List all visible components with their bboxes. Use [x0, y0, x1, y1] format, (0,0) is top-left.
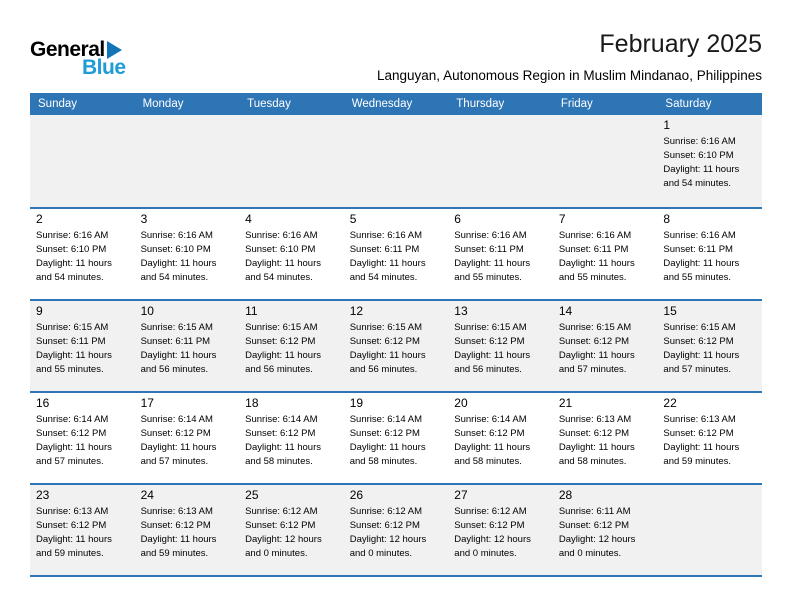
day-info-line: Sunset: 6:12 PM	[245, 335, 316, 347]
day-info	[663, 413, 760, 469]
day-info-line: Sunset: 6:11 PM	[663, 243, 733, 255]
day-cell-18	[239, 393, 344, 483]
day-number: 21	[558, 395, 573, 410]
day-info-line: and 55 minutes.	[558, 271, 627, 283]
day-info-line: and 58 minutes.	[349, 455, 418, 467]
day-info-line: Daylight: 11 hours	[558, 257, 635, 269]
day-info-line: Sunrise: 6:11 AM	[558, 505, 631, 517]
day-number: 20	[454, 395, 468, 410]
day-cell-empty	[657, 485, 762, 575]
day-cell-10	[135, 301, 240, 391]
day-number: 7	[558, 211, 566, 226]
week-row-4	[30, 391, 762, 483]
day-info	[559, 321, 656, 377]
day-info-line: Sunset: 6:12 PM	[454, 519, 525, 531]
day-info-line: and 58 minutes.	[245, 455, 313, 467]
day-info	[245, 321, 342, 377]
day-info	[350, 505, 447, 561]
day-info	[663, 135, 760, 191]
weekday-tuesday: Tuesday	[247, 97, 291, 110]
day-info	[559, 505, 656, 561]
day-info-line: and 54 minutes.	[663, 177, 732, 189]
day-info-line: Sunset: 6:12 PM	[36, 519, 107, 531]
day-info-line: Daylight: 11 hours	[140, 349, 217, 361]
day-cell-empty	[135, 115, 240, 207]
day-cell-7	[553, 209, 658, 299]
day-info-line: Sunrise: 6:15 AM	[140, 321, 213, 333]
weekday-wednesday: Wednesday	[351, 97, 413, 110]
day-info	[141, 229, 238, 285]
day-info-line: Sunrise: 6:16 AM	[245, 229, 318, 241]
day-cell-22	[657, 393, 762, 483]
day-info	[36, 413, 133, 469]
day-info-line: Sunrise: 6:13 AM	[558, 413, 632, 425]
day-number: 26	[349, 487, 364, 502]
day-number: 3	[140, 211, 148, 226]
day-info-line: and 55 minutes.	[36, 363, 104, 375]
day-info-line: and 59 minutes.	[140, 547, 209, 559]
day-number: 24	[140, 487, 154, 502]
day-info-line: Sunset: 6:10 PM	[245, 243, 316, 255]
day-info-line: Sunset: 6:12 PM	[245, 427, 316, 439]
day-info-line: Daylight: 11 hours	[663, 163, 740, 175]
day-cell-11	[239, 301, 344, 391]
day-info-line: Daylight: 11 hours	[36, 349, 112, 361]
day-info-line: Daylight: 11 hours	[36, 441, 112, 453]
day-info	[245, 413, 342, 469]
day-info-line: Sunrise: 6:15 AM	[454, 321, 527, 333]
day-info	[350, 413, 447, 469]
day-info-line: Sunset: 6:12 PM	[558, 335, 630, 347]
day-cell-6	[448, 209, 553, 299]
day-info-line: Sunrise: 6:15 AM	[245, 321, 318, 333]
day-info-line: Sunrise: 6:14 AM	[349, 413, 423, 425]
day-number: 9	[36, 303, 43, 318]
day-cell-28	[553, 485, 658, 575]
day-info-line: Sunset: 6:10 PM	[663, 149, 734, 161]
week-row-2	[30, 207, 762, 299]
day-info-line: Sunset: 6:12 PM	[140, 519, 211, 531]
day-number: 8	[663, 211, 671, 226]
day-cell-9	[30, 301, 135, 391]
day-cell-empty	[448, 115, 553, 207]
day-info-line: Sunset: 6:12 PM	[140, 427, 211, 439]
day-info-line: and 59 minutes.	[36, 547, 104, 559]
day-number: 27	[454, 487, 468, 502]
day-info	[245, 505, 342, 561]
day-cell-21	[553, 393, 658, 483]
day-cell-empty	[344, 115, 449, 207]
day-info-line: Daylight: 11 hours	[663, 441, 740, 453]
day-info-line: and 55 minutes.	[663, 271, 732, 283]
day-number: 1	[663, 117, 671, 132]
day-info-line: Daylight: 11 hours	[349, 441, 426, 453]
day-info-line: Daylight: 11 hours	[140, 441, 217, 453]
day-cell-27	[448, 485, 553, 575]
day-info-line: Sunset: 6:10 PM	[140, 243, 211, 255]
week-row-3	[30, 299, 762, 391]
day-info-line: Daylight: 11 hours	[454, 441, 531, 453]
day-info	[454, 321, 551, 377]
day-cell-26	[344, 485, 449, 575]
day-info-line: Sunset: 6:12 PM	[454, 427, 525, 439]
weekday-saturday: Saturday	[665, 97, 712, 110]
day-info-line: Sunset: 6:11 PM	[558, 243, 629, 255]
day-number: 12	[349, 303, 364, 318]
day-info-line: Sunrise: 6:16 AM	[558, 229, 632, 241]
day-info-line: and 58 minutes.	[558, 455, 627, 467]
day-info-line: Daylight: 11 hours	[140, 533, 217, 545]
day-info-line: Daylight: 12 hours	[454, 533, 531, 545]
day-info-line: Sunrise: 6:14 AM	[36, 413, 109, 425]
day-info	[245, 229, 342, 285]
day-number: 17	[140, 395, 154, 410]
day-info-line: Sunset: 6:11 PM	[36, 335, 106, 347]
day-info-line: Daylight: 11 hours	[349, 257, 426, 269]
day-info-line: and 56 minutes.	[140, 363, 209, 375]
day-info-line: Daylight: 11 hours	[245, 257, 322, 269]
day-info-line: Daylight: 12 hours	[558, 533, 636, 545]
day-number: 4	[245, 211, 252, 226]
day-info-line: Daylight: 12 hours	[349, 533, 427, 545]
day-info-line: Sunrise: 6:15 AM	[36, 321, 109, 333]
day-info-line: and 57 minutes.	[558, 363, 627, 375]
day-info	[663, 229, 760, 285]
day-info-line: Sunset: 6:12 PM	[349, 427, 420, 439]
day-info-line: Sunrise: 6:12 AM	[245, 505, 318, 517]
day-info-line: and 0 minutes.	[349, 547, 413, 559]
day-number: 11	[245, 303, 258, 318]
day-info-line: Daylight: 11 hours	[454, 257, 531, 269]
day-info-line: and 57 minutes.	[36, 455, 104, 467]
day-cell-14	[553, 301, 658, 391]
day-number: 16	[36, 395, 50, 410]
day-info	[36, 505, 133, 561]
day-cell-empty	[30, 115, 135, 207]
page-header	[0, 0, 792, 83]
day-info-line: Sunset: 6:12 PM	[349, 335, 420, 347]
day-cell-empty	[239, 115, 344, 207]
day-info-line: Sunset: 6:12 PM	[36, 427, 107, 439]
day-info-line: Sunset: 6:11 PM	[140, 335, 211, 347]
day-number: 6	[454, 211, 461, 226]
logo-text-general: General	[30, 38, 105, 61]
day-info-line: Daylight: 11 hours	[558, 441, 635, 453]
day-info	[663, 321, 760, 377]
day-info-line: Sunrise: 6:16 AM	[454, 229, 527, 241]
weekday-thursday: Thursday	[456, 97, 505, 110]
day-info	[454, 229, 551, 285]
week-row-5	[30, 483, 762, 575]
day-info-line: Sunrise: 6:15 AM	[349, 321, 423, 333]
day-cell-16	[30, 393, 135, 483]
day-number: 10	[140, 303, 154, 318]
day-info	[350, 321, 447, 377]
day-info-line: Daylight: 11 hours	[245, 349, 322, 361]
day-number: 23	[36, 487, 50, 502]
day-info	[454, 413, 551, 469]
day-info-line: Sunset: 6:12 PM	[558, 519, 630, 531]
day-info-line: Sunset: 6:12 PM	[245, 519, 316, 531]
day-number: 28	[558, 487, 573, 502]
day-info-line: Sunrise: 6:12 AM	[349, 505, 423, 517]
day-cell-4	[239, 209, 344, 299]
day-info-line: and 0 minutes.	[558, 547, 622, 559]
day-info-line: Sunset: 6:10 PM	[36, 243, 107, 255]
weekday-monday: Monday	[142, 97, 184, 110]
day-info-line: Daylight: 11 hours	[663, 257, 740, 269]
day-number: 22	[663, 395, 677, 410]
weekday-friday: Friday	[560, 97, 593, 110]
day-info-line: and 56 minutes.	[349, 363, 418, 375]
day-info-line: Daylight: 11 hours	[349, 349, 426, 361]
day-info-line: and 54 minutes.	[140, 271, 209, 283]
day-info-line: Sunrise: 6:16 AM	[663, 229, 736, 241]
day-info-line: Sunrise: 6:16 AM	[36, 229, 109, 241]
day-info-line: and 56 minutes.	[245, 363, 313, 375]
day-number: 18	[245, 395, 259, 410]
day-info-line: Daylight: 11 hours	[454, 349, 531, 361]
day-info-line: and 0 minutes.	[245, 547, 308, 559]
day-info-line: Sunrise: 6:13 AM	[140, 505, 213, 517]
day-info-line: Sunrise: 6:13 AM	[663, 413, 736, 425]
day-info-line: and 54 minutes.	[36, 271, 104, 283]
month-title: February 2025	[599, 30, 762, 58]
weekday-sunday: Sunday	[38, 97, 78, 110]
day-info-line: Sunrise: 6:12 AM	[454, 505, 527, 517]
day-cell-15	[657, 301, 762, 391]
day-number: 13	[454, 303, 468, 318]
day-cell-19	[344, 393, 449, 483]
day-info-line: Sunset: 6:11 PM	[349, 243, 420, 255]
day-info-line: Daylight: 11 hours	[140, 257, 217, 269]
week-row-1	[30, 115, 762, 207]
day-info-line: Sunrise: 6:14 AM	[140, 413, 213, 425]
weekday-header-row	[30, 93, 762, 115]
day-info	[36, 229, 133, 285]
day-info	[559, 229, 656, 285]
day-info-line: Daylight: 11 hours	[558, 349, 635, 361]
title-block	[377, 30, 762, 83]
day-info	[141, 413, 238, 469]
day-number: 14	[558, 303, 573, 318]
day-info	[350, 229, 447, 285]
day-cell-12	[344, 301, 449, 391]
general-blue-logo	[30, 30, 160, 80]
day-cell-2	[30, 209, 135, 299]
day-cell-24	[135, 485, 240, 575]
day-info-line: Sunset: 6:12 PM	[663, 335, 734, 347]
day-info	[559, 413, 656, 469]
day-info-line: Sunrise: 6:14 AM	[245, 413, 318, 425]
day-info-line: and 0 minutes.	[454, 547, 517, 559]
day-number: 15	[663, 303, 677, 318]
day-info-line: Sunrise: 6:16 AM	[663, 135, 736, 147]
day-info-line: and 55 minutes.	[454, 271, 522, 283]
day-cell-5	[344, 209, 449, 299]
day-info-line: Sunrise: 6:14 AM	[454, 413, 527, 425]
day-info	[454, 505, 551, 561]
day-info	[36, 321, 133, 377]
day-number: 2	[36, 211, 43, 226]
day-cell-empty	[553, 115, 658, 207]
day-info-line: Sunset: 6:11 PM	[454, 243, 524, 255]
day-info-line: Sunrise: 6:15 AM	[558, 321, 632, 333]
day-info-line: Sunset: 6:12 PM	[663, 427, 734, 439]
day-cell-8	[657, 209, 762, 299]
day-info-line: Sunrise: 6:15 AM	[663, 321, 736, 333]
day-info-line: Sunset: 6:12 PM	[454, 335, 525, 347]
day-info-line: Daylight: 12 hours	[245, 533, 322, 545]
day-info-line: and 57 minutes.	[140, 455, 209, 467]
day-number: 25	[245, 487, 259, 502]
day-info-line: Sunset: 6:12 PM	[349, 519, 420, 531]
logo-text-blue: Blue	[82, 56, 126, 79]
day-info	[141, 321, 238, 377]
day-info-line: and 58 minutes.	[454, 455, 522, 467]
day-info-line: Sunrise: 6:16 AM	[140, 229, 213, 241]
day-number: 19	[349, 395, 364, 410]
day-info-line: and 59 minutes.	[663, 455, 732, 467]
day-info-line: and 54 minutes.	[245, 271, 313, 283]
calendar-table	[30, 93, 762, 577]
day-cell-20	[448, 393, 553, 483]
day-info-line: and 57 minutes.	[663, 363, 732, 375]
calendar-grid	[30, 115, 762, 575]
day-cell-3	[135, 209, 240, 299]
day-info	[141, 505, 238, 561]
day-info-line: Daylight: 11 hours	[36, 533, 112, 545]
day-cell-1	[657, 115, 762, 207]
day-info-line: Sunset: 6:12 PM	[558, 427, 630, 439]
day-info-line: Daylight: 11 hours	[663, 349, 740, 361]
day-number: 5	[349, 211, 357, 226]
location-subtitle: Languyan, Autonomous Region in Muslim Mindanao, Philippines	[377, 67, 762, 83]
day-info-line: Daylight: 11 hours	[36, 257, 112, 269]
day-info-line: and 54 minutes.	[349, 271, 418, 283]
day-cell-23	[30, 485, 135, 575]
day-cell-25	[239, 485, 344, 575]
day-info-line: and 56 minutes.	[454, 363, 522, 375]
day-info-line: Sunrise: 6:13 AM	[36, 505, 109, 517]
day-cell-13	[448, 301, 553, 391]
day-cell-17	[135, 393, 240, 483]
day-info-line: Sunrise: 6:16 AM	[349, 229, 423, 241]
day-info-line: Daylight: 11 hours	[245, 441, 322, 453]
